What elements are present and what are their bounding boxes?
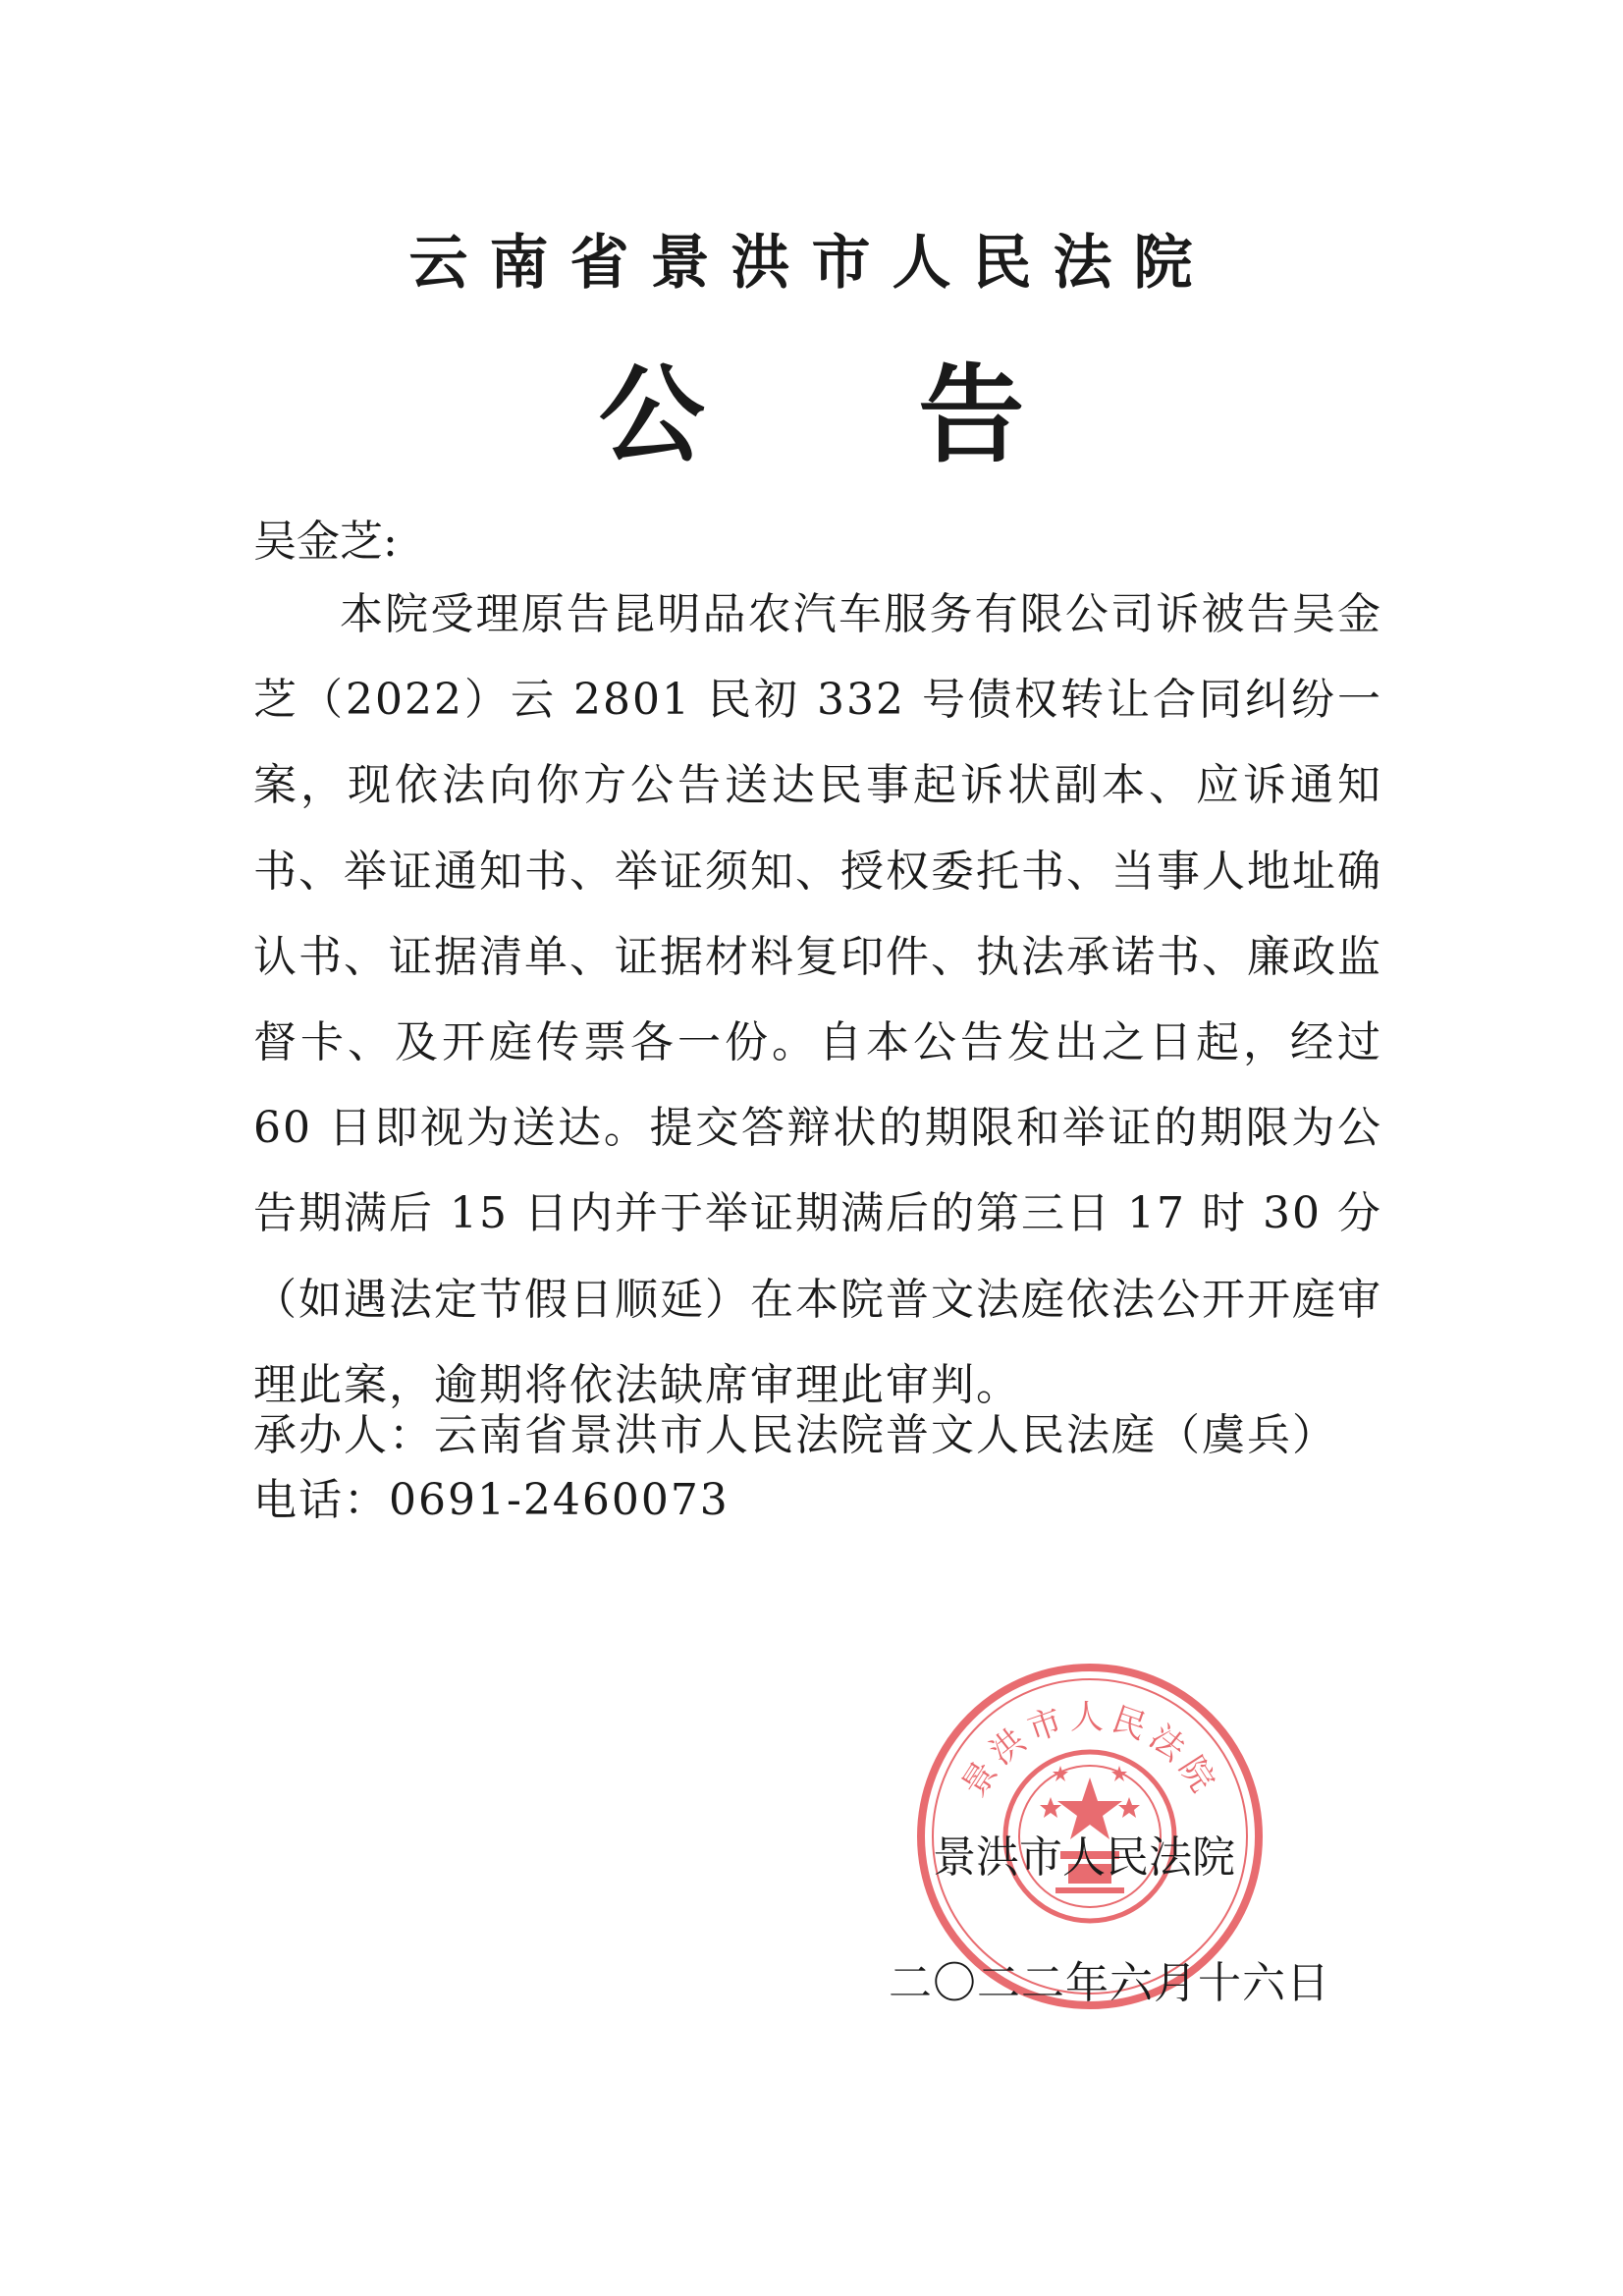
court-name: 云南省景洪市人民法院 [408,229,1215,298]
document-title: 公 告 [598,354,1113,477]
seal-text: 景洪市人民法院 [954,1698,1225,1804]
signature-court: 景洪市人民法院 [933,1832,1235,1883]
handler-line: 承办人：云南省景洪市人民法院普文人民法庭（虞兵） [253,1410,1337,1460]
signature-date: 二〇二二年六月十六日 [889,1958,1330,2008]
addressee: 吴金芝: [253,517,398,567]
notice-body: 本院受理原告昆明品农汽车服务有限公司诉被告吴金芝（2022）云 2801 民初 332 号债权转让合同纠纷一案，现依法向你方公告送达民事起诉状副本、应诉通知书、举证通知书、举证须知、授权委托书、当事人地址确认书、证据清单、证据材料复印件、执法承诺书、廉政监督卡、及开庭传票各一份。自本公告发出之日起，经过 60 日即视为送达。提交答辩状的期限和举证的期限为公告期满后 15 日内并于举证期满后的第三日 17 时 30 分（如遇法定节假日顺延）在本院普文法庭依法公开开庭审理此案，逾期将依法缺席审理此审判。 [253,589,1382,1410]
phone-line: 电话：0691-2460073 [253,1475,730,1525]
